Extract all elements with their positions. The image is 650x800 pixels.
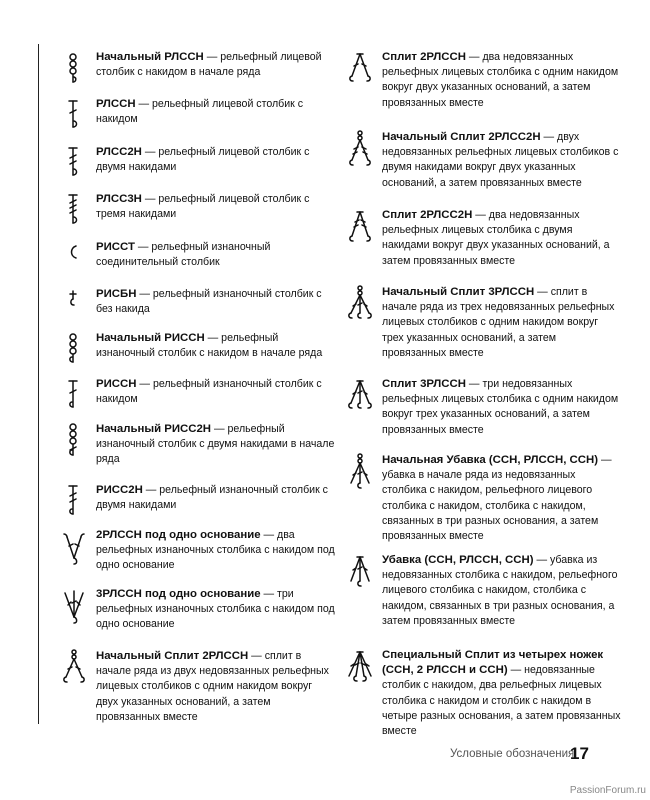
definition: — рельефный изнаночный столбик с двумя накидами [96,484,328,512]
term: Начальный РИССН [96,332,205,344]
definition: — рельефный изнаночный столбик с двумя накидами в начале ряда [96,423,335,466]
term: Специальный Сплит из четырех ножек (ССН, 2 РЛССН и ССН) [382,649,604,677]
start-back-post-dc-symbol [62,331,88,371]
term: РЛССН [96,98,136,110]
legend-entry [96,331,336,361]
term: Сплит 3РЛССН [382,378,466,390]
back-post-tr-symbol [62,483,88,523]
legend-entry [96,528,336,574]
definition: — двух недовязанных рельефных лицевых столбиков с двумя накидами вокруг двух указанных оснований, а затем провязанных вместе [382,131,619,189]
legend-entry [96,97,336,127]
front-post-tr-symbol [62,145,88,185]
term: РИССТ [96,241,135,253]
term: РЛСС3Н [96,193,142,205]
margin-rule [38,44,39,724]
definition: — убавка в начале ряда из недовязанных столбика с накидом, рельефного лицевого столбика с накидом, столбика с накидом, связанных в три разных основания, а затем провязанных вместе [382,454,612,543]
term: Начальный Сплит 3РЛССН [382,286,535,298]
legend-entry [96,145,336,175]
definition: — два рельефных изнаночных столбика с накидом под одно основание [96,529,335,572]
start-split-2fpdc-symbol [62,649,88,689]
legend-entry [382,453,622,544]
definition: — рельефный изнаночный столбик с без накида [96,288,322,316]
definition: — рельефный лицевой столбик с накидом в начале ряда [96,51,322,79]
definition: — сплит в начале ряда из двух недовязанных рельефных лицевых столбиков с одним накидом вокруг двух указанных оснований, а затем провязанных вместе [96,650,329,723]
definition: — два недовязанных рельефных лицевых столбика с двумя накидами вокруг двух указанных оснований, а затем провязанных вместе [382,209,610,267]
definition: — рельефный лицевой столбик с накидом [96,98,304,126]
legend-entry [96,483,336,513]
back-post-sc-symbol [62,287,88,327]
legend-entry [382,553,622,629]
definition: — убавка из недовязанных столбика с накидом, рельефного лицевого столбика с накидом, столбика с накидом, связанных в три разных основания, а затем провязанных вместе [382,554,618,627]
legend-entry [382,130,622,191]
footer-caption: Условные обозначения [450,748,575,760]
definition: — недовязанные столбик с накидом, два рельефных лицевых столбика с накидом и столбик с накидом в четыре разных основания, а затем провязанных вместе [382,664,621,738]
back-post-dc-symbol [62,377,88,417]
term: РЛСС2Н [96,146,142,158]
special-split-four-legs-symbol [348,648,374,688]
term: Начальный РИСС2Н [96,423,212,435]
term: Начальный РЛССН [96,51,204,63]
term: РИСС2Н [96,484,143,496]
term: 3РЛССН под одно основание [96,588,261,600]
page-number: 17 [570,744,589,763]
legend-entry [382,208,622,269]
definition: — рельефный лицевой столбик с тремя накидами [96,193,310,221]
definition: — три недовязанных рельефных лицевых столбика с одним накидом вокруг трех указанных оснований, а затем провязанных вместе [382,378,619,436]
legend-entry [382,377,622,438]
start-back-post-tr-symbol [62,422,88,462]
front-post-dc-symbol [62,97,88,137]
definition: — два недовязанных рельефных лицевых столбика с одним накидом вокруг двух указанных оснований, а затем провязанных вместе [382,51,619,109]
start-split-2fptr-symbol [348,130,374,170]
start-front-post-dc-symbol [62,50,88,90]
definition: — рельефный изнаночный столбик с накидом [96,378,322,406]
start-decrease-dc-fpdc-dc-symbol [348,453,374,493]
start-split-3fpdc-symbol [348,285,374,325]
term: Начальный Сплит 2РЛССН [96,650,249,662]
legend-entry [96,422,336,468]
definition: — рельефный изнаночный соединительный столбик [96,241,271,269]
term: Начальный Сплит 2РЛСС2Н [382,131,541,143]
term: РИССН [96,378,137,390]
split-3fpdc-symbol [348,377,374,417]
legend-entry [382,50,622,111]
legend-entry [96,50,336,80]
watermark: PassionForum.ru [569,785,646,796]
term: РИСБН [96,288,137,300]
definition: — рельефный лицевой столбик с двумя накидами [96,146,310,174]
back-post-slip-stitch-symbol [62,240,88,280]
term: Начальная Убавка (ССН, РЛССН, ССН) [382,454,599,466]
term: Сплит 2РЛСС2Н [382,209,473,221]
definition: — три рельефных изнаночных столбика с накидом под одно основание [96,588,335,631]
decrease-dc-fpdc-dc-symbol [348,553,374,593]
split-2fptr-symbol [348,208,374,248]
definition: — сплит в начале ряда из трех недовязанных рельефных лицевых столбиков с одним накидом вокруг трех указанных оснований, а затем провязанных вместе [382,286,615,359]
legend-entry [96,649,336,725]
definition: — рельефный изнаночный столбик с накидом в начале ряда [96,332,323,360]
term: 2РЛССН под одно основание [96,529,261,541]
three-fpdc-same-stitch-symbol [62,587,88,627]
term: Сплит 2РЛССН [382,51,466,63]
legend-entry [96,587,336,633]
legend-entry [96,377,336,407]
split-2fpdc-symbol [348,50,374,90]
front-post-dtr-symbol [62,192,88,232]
term: Убавка (ССН, РЛССН, ССН) [382,554,534,566]
legend-entry [96,240,336,270]
two-fpdc-same-stitch-symbol [62,528,88,568]
legend-entry [382,285,622,361]
legend-entry [96,192,336,222]
legend-entry [96,287,336,317]
legend-entry [382,648,622,739]
